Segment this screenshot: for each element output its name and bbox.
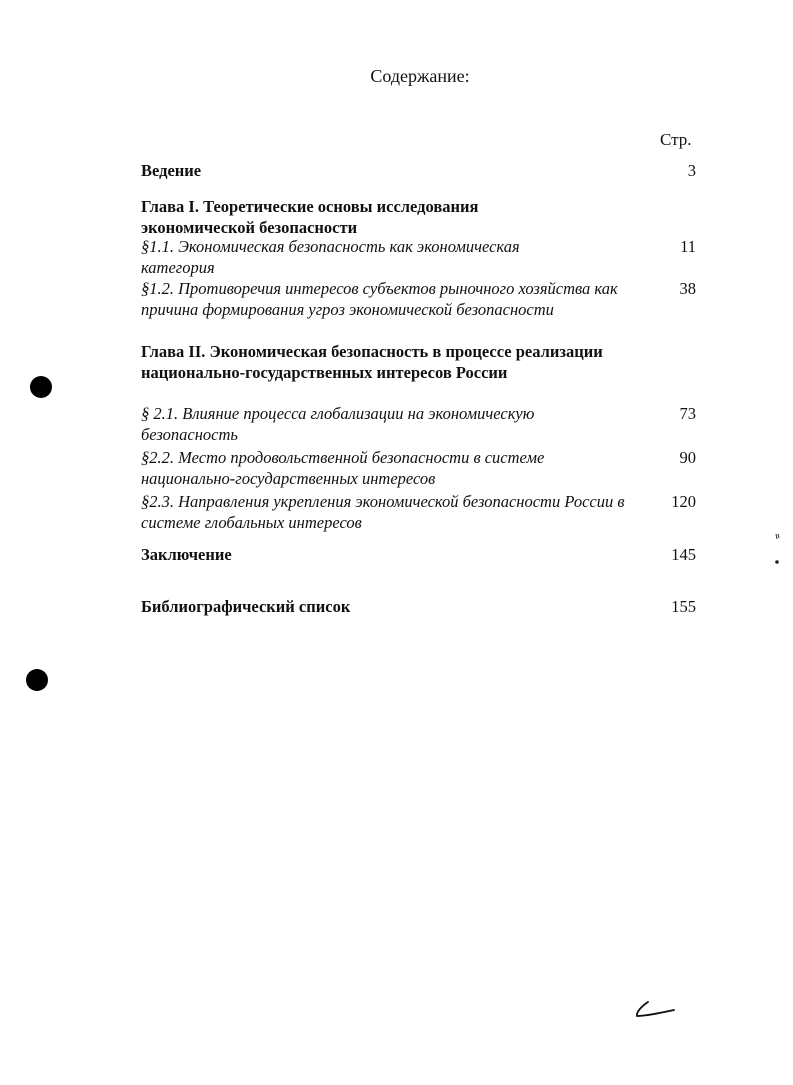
punch-hole-bottom <box>26 669 48 691</box>
toc-entry-section-2-1 <box>141 403 696 445</box>
toc-entry-text: §2.3. Направления укрепления экономической безопасности России в системе глобальных интересов <box>141 492 625 532</box>
page-title: Содержание: <box>370 66 470 86</box>
toc-entry-page: 155 <box>671 597 696 616</box>
toc-entry-page: 145 <box>671 545 696 564</box>
toc-entry-page: 38 <box>679 279 696 298</box>
toc-entry-section-1-1 <box>141 236 696 278</box>
toc-entry-conclusion <box>141 544 696 565</box>
toc-entry-section-2-3 <box>141 491 696 533</box>
toc-entry-text: § 2.1. Влияние процесса глобализации на экономическую безопасность <box>141 404 535 444</box>
handwritten-mark-icon <box>628 998 680 1022</box>
toc-entry-section-1-2 <box>141 278 696 320</box>
page-column-header: Стр. <box>660 130 692 149</box>
punch-hole-top <box>30 376 52 398</box>
toc-entry-text: §1.2. Противоречия интересов субъектов рыночного хозяйства как причина формирования угроз экономической безопасности <box>141 279 618 319</box>
toc-entry-text: Библиографический список <box>141 597 351 616</box>
toc-entry-text: Заключение <box>141 545 232 564</box>
toc-entry-text: Глава I. Теоретические основы исследования экономической безопасности <box>141 197 479 237</box>
toc-entry-text: Глава II. Экономическая безопасность в процессе реализации национально-государственных интересов России <box>141 342 603 382</box>
toc-entry-chapter-2 <box>141 341 696 383</box>
toc-entry-bibliography <box>141 596 696 617</box>
toc-entry-section-2-2 <box>141 447 696 489</box>
toc-entry-page: 120 <box>671 492 696 511</box>
scan-speck-marks <box>770 530 784 570</box>
toc-entry-page: 11 <box>680 237 696 256</box>
toc-entry-text: Ведение <box>141 161 202 180</box>
toc-entry-text: §1.1. Экономическая безопасность как экономическая категория <box>141 237 520 277</box>
toc-entry-text: §2.2. Место продовольственной безопасности в системе национально-государственных интересов <box>141 448 545 488</box>
toc-entry-page: 73 <box>679 404 696 423</box>
toc-entry-page: 90 <box>679 448 696 467</box>
toc-entry-chapter-1 <box>141 196 696 238</box>
toc-entry-page: 3 <box>687 161 696 180</box>
toc-entry-introduction <box>141 160 696 181</box>
